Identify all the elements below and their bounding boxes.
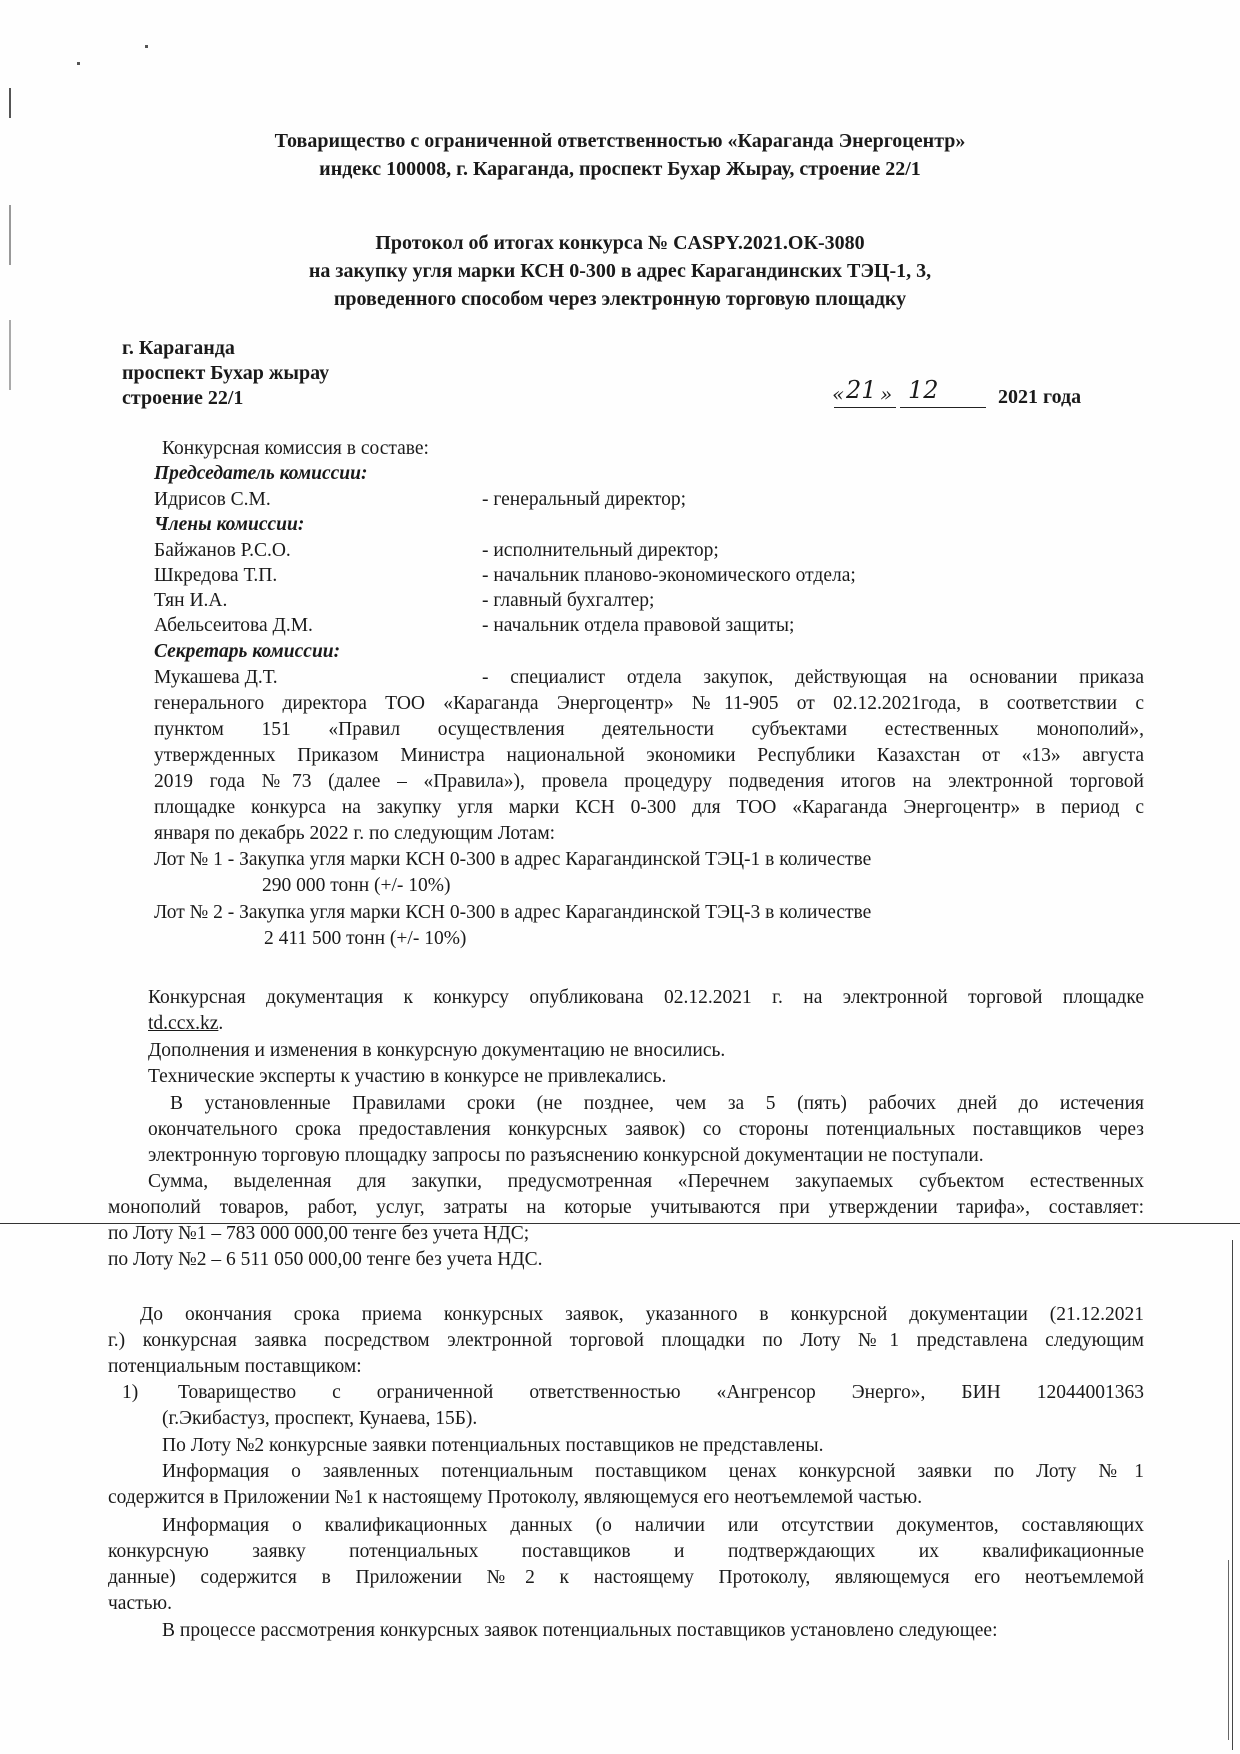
paragraph-line: потенциальным поставщиком: bbox=[108, 1356, 362, 1377]
date-underline bbox=[834, 407, 896, 408]
date-month-handwritten: 12 bbox=[908, 376, 939, 404]
org-address: индекс 100008, г. Караганда, проспект Бухар Жырау, строение 22/1 bbox=[319, 158, 921, 180]
secretary-role: - специалист отдела закупок, действующая на основании приказа bbox=[482, 667, 1144, 688]
paragraph-line: г.) конкурсная заявка посредством электронной торговой площадки по Лоту №1 представлена следующим bbox=[108, 1330, 1144, 1351]
scan-artifact bbox=[9, 88, 11, 118]
member-name: Абельсеитова Д.М. bbox=[154, 615, 313, 636]
date-day-handwritten: 21 bbox=[846, 376, 877, 404]
no-experts: Технические эксперты к участию в конкурсе не привлекались. bbox=[148, 1066, 667, 1087]
chair-heading: Председатель комиссии: bbox=[154, 463, 368, 484]
paragraph-line: января по декабрь 2022 г. по следующим Лотам: bbox=[154, 823, 556, 844]
members-heading: Члены комиссии: bbox=[154, 514, 305, 535]
member-role: - исполнительный директор; bbox=[482, 540, 719, 561]
scan-artifact bbox=[145, 45, 148, 48]
secretary-name: Мукашева Д.Т. bbox=[154, 667, 278, 688]
paragraph-line: В установленные Правилами сроки (не позднее, чем за 5 (пять) рабочих дней до истечения bbox=[170, 1093, 1144, 1114]
chair-name: Идрисов С.М. bbox=[154, 489, 271, 510]
commission-intro: Конкурсная комиссия в составе: bbox=[162, 438, 429, 459]
paragraph-line: содержится в Приложении №1 к настоящему Протоколу, являющемуся его неотъемлемой частью. bbox=[108, 1487, 923, 1508]
member-name: Шкредова Т.П. bbox=[154, 565, 278, 586]
paragraph-line: площадке конкурса на закупку угля марки КСН 0-300 для ТОО «Караганда Энергоцентр» в период с bbox=[154, 797, 1144, 818]
lot-2-quantity: 2 411 500 тонн (+/- 10%) bbox=[264, 928, 467, 949]
member-role: - главный бухгалтер; bbox=[482, 590, 655, 611]
sum-lot-2: по Лоту №2 – 6 511 050 000,00 тенге без учета НДС. bbox=[108, 1249, 543, 1270]
sum-lot-1: по Лоту №1 – 783 000 000,00 тенге без учета НДС; bbox=[108, 1223, 530, 1244]
scan-line bbox=[1232, 1240, 1233, 1750]
review-line: В процессе рассмотрения конкурсных заявок потенциальных поставщиков установлено следующее: bbox=[162, 1620, 998, 1641]
supplier-name: Товарищество с ограниченной ответственностью «Ангренсор Энерго», БИН 12044001363 bbox=[178, 1382, 1144, 1403]
paragraph-line: электронную торговую площадку запросы по разъяснению конкурсной документации не поступали. bbox=[148, 1145, 984, 1166]
paragraph-line: монополий товаров, работ, услуг, затраты на которые учитываются при утверждении тарифа», составляет: bbox=[108, 1197, 1144, 1218]
protocol-date bbox=[832, 378, 1092, 412]
org-name: Товарищество с ограниченной ответственностью «Караганда Энергоцентр» bbox=[274, 130, 966, 152]
paragraph-line: утвержденных Приказом Министра национальной экономики Республики Казахстан от «13» августа bbox=[154, 745, 1144, 766]
lot-2-title: Лот № 2 - Закупка угля марки КСН 0-300 в адрес Карагандинской ТЭЦ-3 в количестве bbox=[154, 902, 872, 923]
paragraph-line: частью. bbox=[108, 1593, 172, 1614]
paragraph-line: конкурсную заявку потенциальных поставщиков и подтверждающих их квалификационные bbox=[108, 1541, 1144, 1562]
date-year: 2021 года bbox=[998, 386, 1082, 408]
paragraph-line: пунктом 151 «Правил осуществления деятельности субъектами естественных монополий», bbox=[154, 719, 1144, 740]
member-name: Тян И.А. bbox=[154, 590, 228, 611]
supplier-address: (г.Экибастуз, проспект, Кунаева, 15Б). bbox=[162, 1408, 478, 1429]
site-link[interactable]: td.ccx.kz bbox=[148, 1013, 219, 1034]
lot-2-no-bids: По Лоту №2 конкурсные заявки потенциальных поставщиков не представлены. bbox=[162, 1435, 824, 1456]
scan-artifact bbox=[77, 62, 80, 65]
lot-1-title: Лот № 1 - Закупка угля марки КСН 0-300 в адрес Карагандинской ТЭЦ-1 в количестве bbox=[154, 849, 872, 870]
date-open-quote: « bbox=[832, 382, 845, 406]
supplier-number: 1) bbox=[122, 1382, 139, 1403]
paragraph-line: данные) содержится в Приложении №2 к настоящему Протоколу, являющемуся его неотъемлемой bbox=[108, 1567, 1144, 1588]
member-name: Байжанов Р.С.О. bbox=[154, 540, 291, 561]
date-close-quote: » bbox=[880, 382, 893, 406]
chair-role: - генеральный директор; bbox=[482, 489, 687, 510]
paragraph-line: окончательного срока предоставления конкурсных заявок) со стороны потенциальных поставщиков через bbox=[148, 1119, 1144, 1140]
member-role: - начальник отдела правовой защиты; bbox=[482, 615, 795, 636]
paragraph-line: До окончания срока приема конкурсных заявок, указанного в конкурсной документации (21.12.2021 bbox=[140, 1304, 1144, 1325]
protocol-method: проведенного способом через электронную торговую площадку bbox=[333, 288, 907, 310]
place-city: г. Караганда bbox=[122, 337, 235, 359]
secretary-heading: Секретарь комиссии: bbox=[154, 641, 341, 662]
docs-published: Конкурсная документация к конкурсу опубликована 02.12.2021 г. на электронной торговой площадке bbox=[148, 987, 1144, 1008]
date-underline bbox=[900, 407, 986, 408]
member-role: - начальник планово-экономического отдела; bbox=[482, 565, 856, 586]
place-building: строение 22/1 bbox=[122, 387, 244, 409]
lot-1-quantity: 290 000 тонн (+/- 10%) bbox=[262, 875, 451, 896]
protocol-subject: на закупку угля марки КСН 0-300 в адрес Карагандинских ТЭЦ-1, 3, bbox=[308, 260, 932, 282]
site-link-line bbox=[148, 1013, 223, 1035]
paragraph-line: Информация о заявленных потенциальным поставщиком ценах конкурсной заявки по Лоту №1 bbox=[162, 1461, 1144, 1482]
paragraph-line: Сумма, выделенная для закупки, предусмотренная «Перечнем закупаемых субъектом естественных bbox=[148, 1171, 1144, 1192]
paragraph-line: 2019 года №73 (далее – «Правила»), провела процедуру подведения итогов на электронной торговой bbox=[154, 771, 1144, 792]
scan-line bbox=[1228, 1560, 1229, 1740]
protocol-title: Протокол об итогах конкурса № CASPY.2021.ОК-3080 bbox=[375, 232, 865, 254]
place-street: проспект Бухар жырау bbox=[122, 362, 330, 384]
paragraph-line: Информация о квалификационных данных (о наличии или отсутствии документов, составляющих bbox=[162, 1515, 1144, 1536]
scan-artifact bbox=[9, 320, 11, 390]
paragraph-line: генерального директора ТОО «Караганда Энергоцентр» №11-905 от 02.12.2021года, в соответствии с bbox=[154, 693, 1144, 714]
no-changes: Дополнения и изменения в конкурсную документацию не вносились. bbox=[148, 1040, 726, 1061]
site-link-period: . bbox=[218, 1013, 224, 1034]
